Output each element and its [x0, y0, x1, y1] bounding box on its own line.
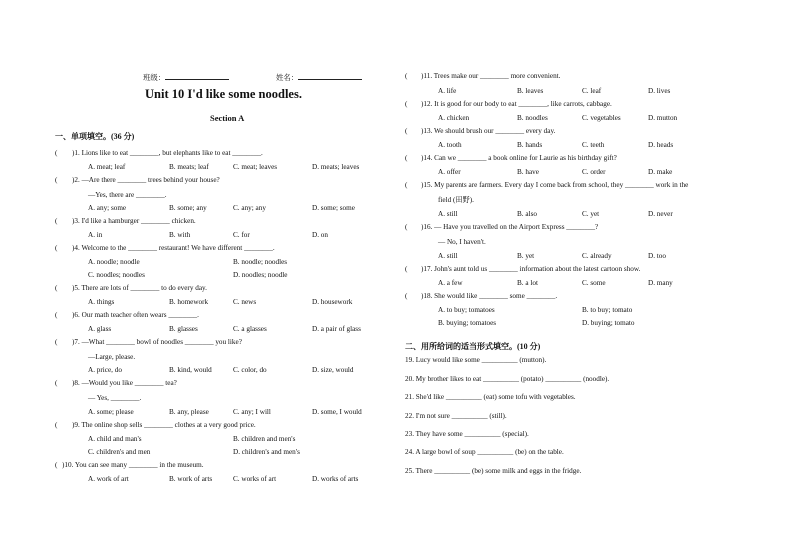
answer-option: D. many: [648, 279, 673, 287]
answer-option: B. noodle; noodles: [233, 258, 288, 266]
answer-option: D. lives: [648, 87, 671, 95]
answer-option: B. buying; tomatoes: [438, 319, 497, 327]
answer-option: D. housework: [312, 298, 353, 306]
answer-option: B. glasses: [169, 325, 198, 333]
answer-option: D. mutton: [648, 114, 678, 122]
question-stem: )11. Trees make our ________ more convenient.: [421, 72, 561, 80]
answer-option: B. a lot: [517, 279, 538, 287]
question-stem: )18. She would like ________ some ________.: [421, 292, 558, 300]
question-stem: )5. There are lots of ________ to do every day.: [72, 284, 207, 292]
answer-option: A. life: [438, 87, 457, 95]
answer-option: A. in: [88, 231, 103, 239]
answer-paren: (: [55, 311, 58, 319]
question-stem: )14. Can we ________ a book online for Laurie as his birthday gift?: [421, 154, 617, 162]
answer-option: A. to buy; tomatoes: [438, 306, 495, 314]
answer-option: C. news: [233, 298, 257, 306]
answer-option: A. price, do: [88, 366, 122, 374]
fill-item: 19. Lucy would like some __________ (mutton).: [405, 356, 547, 364]
answer-option: B. hands: [517, 141, 543, 149]
answer-option: C. vegetables: [582, 114, 621, 122]
answer-option: A. noodle; noodle: [88, 258, 140, 266]
fill-item: 21. She'd like __________ (eat) some tofu with vegetables.: [405, 393, 576, 401]
answer-option: B. work of arts: [169, 475, 213, 483]
question-stem: )3. I'd like a hamburger ________ chicken.: [72, 217, 196, 225]
question-stem: )7. —What ________ bowl of noodles ________ you like?: [72, 338, 242, 346]
answer-option: B. homework: [169, 298, 209, 306]
fill-item: 23. They have some __________ (special).: [405, 430, 529, 438]
section-2-heading: 二、用所给词的适当形式填空。(10 分): [405, 342, 541, 351]
answer-option: B. kind, would: [169, 366, 212, 374]
name-label: 姓名：: [276, 73, 299, 82]
fill-item: 20. My brother likes to eat __________ (potato) __________ (noodle).: [405, 375, 610, 383]
question-stem: )9. The online shop sells ________ clothes at a very good price.: [72, 421, 256, 429]
answer-option: C. any; any: [233, 204, 266, 212]
answer-option: D. on: [312, 231, 328, 239]
answer-option: B. some; any: [169, 204, 207, 212]
class-label: 班级：: [143, 73, 166, 82]
answer-paren: (: [55, 149, 58, 157]
answer-option: B. with: [169, 231, 191, 239]
answer-option: D. heads: [648, 141, 674, 149]
answer-option: C. teeth: [582, 141, 605, 149]
answer-option: C. children's and men: [88, 448, 151, 456]
answer-option: D. some, I would: [312, 408, 362, 416]
answer-paren: (: [55, 379, 58, 387]
answer-paren: (: [405, 100, 408, 108]
answer-option: D. noodles; noodle: [233, 271, 288, 279]
question-stem: )6. Our math teacher often wears ________.: [72, 311, 199, 319]
answer-option: D. children's and men's: [233, 448, 300, 456]
answer-option: D. buying; tomato: [582, 319, 635, 327]
question-stem: )2. —Are there ________ trees behind your house?: [72, 176, 220, 184]
answer-option: C. color, do: [233, 366, 267, 374]
answer-option: D. too: [648, 252, 666, 260]
answer-paren: (: [55, 284, 58, 292]
question-stem: )17. John's aunt told us ________ information about the latest cartoon show.: [421, 265, 641, 273]
answer-option: A. any; some: [88, 204, 127, 212]
class-field: [143, 72, 229, 83]
fill-item: 22. I'm not sure __________ (still).: [405, 412, 507, 420]
answer-paren: (: [55, 176, 58, 184]
answer-option: B. children and men's: [233, 435, 296, 443]
answer-option: B. leaves: [517, 87, 544, 95]
name-field: [276, 72, 362, 83]
answer-option: C. leaf: [582, 87, 602, 95]
answer-option: C. already: [582, 252, 612, 260]
answer-option: C. a glasses: [233, 325, 267, 333]
question-stem: )1. Lions like to eat ________, but elephants like to eat ________.: [72, 149, 263, 157]
answer-option: A. work of art: [88, 475, 129, 483]
answer-option: A. child and man's: [88, 435, 142, 443]
question-stem: )13. We should brush our ________ every day.: [421, 127, 556, 135]
question-reply: field (田野).: [438, 196, 474, 204]
answer-paren: (: [55, 461, 58, 469]
answer-option: A. chicken: [438, 114, 470, 122]
answer-option: A. still: [438, 252, 458, 260]
answer-paren: (: [405, 72, 408, 80]
answer-option: D. never: [648, 210, 673, 218]
answer-option: B. to buy; tomato: [582, 306, 633, 314]
answer-paren: (: [405, 181, 408, 189]
question-stem: )10. You can see many ________ in the museum.: [62, 461, 204, 469]
answer-paren: (: [55, 244, 58, 252]
class-blank: [165, 72, 229, 80]
answer-option: B. yet: [517, 252, 535, 260]
answer-paren: (: [405, 127, 408, 135]
answer-option: B. have: [517, 168, 539, 176]
fill-item: 25. There __________ (be) some milk and eggs in the fridge.: [405, 467, 582, 475]
answer-paren: (: [405, 265, 408, 273]
answer-option: A. things: [88, 298, 115, 306]
answer-option: A. some; please: [88, 408, 134, 416]
question-reply: — No, I haven't.: [438, 238, 486, 246]
answer-option: D. a pair of glass: [312, 325, 361, 333]
answer-paren: (: [55, 217, 58, 225]
answer-option: A. meat; leaf: [88, 163, 126, 171]
answer-option: C. works of art: [233, 475, 277, 483]
answer-option: B. noodles: [517, 114, 548, 122]
answer-option: D. works of arts: [312, 475, 359, 483]
section-1-heading: 一、单项填空。(36 分): [55, 132, 135, 141]
question-stem: )12. It is good for our body to eat ________, like carrots, cabbage.: [421, 100, 612, 108]
answer-option: C. noodles; noodles: [88, 271, 145, 279]
page-subtitle: Section A: [210, 113, 245, 123]
name-blank: [298, 72, 362, 80]
answer-option: A. tooth: [438, 141, 462, 149]
answer-option: C. any; I will: [233, 408, 271, 416]
fill-item: 24. A large bowl of soup __________ (be) on the table.: [405, 448, 564, 456]
question-stem: )8. —Would you like ________ tea?: [72, 379, 177, 387]
answer-paren: (: [55, 338, 58, 346]
answer-option: B. meats; leaf: [169, 163, 209, 171]
question-stem: )15. My parents are farmers. Every day I come back from school, they ________ work in the: [421, 181, 689, 189]
answer-paren: (: [405, 223, 408, 231]
answer-option: B. also: [517, 210, 537, 218]
answer-option: B. any, please: [169, 408, 209, 416]
question-reply: —Yes, there are ________.: [88, 191, 167, 199]
answer-option: A. glass: [88, 325, 112, 333]
answer-option: A. offer: [438, 168, 461, 176]
answer-option: C. yet: [582, 210, 600, 218]
answer-option: D. make: [648, 168, 673, 176]
answer-option: C. order: [582, 168, 606, 176]
page-title: Unit 10 I'd like some noodles.: [145, 87, 302, 101]
answer-option: A. still: [438, 210, 458, 218]
question-stem: )16. — Have you travelled on the Airport Express ________?: [421, 223, 599, 231]
answer-option: D. size, would: [312, 366, 354, 374]
answer-option: C. some: [582, 279, 606, 287]
question-stem: )4. Welcome to the ________ restaurant! We have different ________.: [72, 244, 275, 252]
question-reply: —Large, please.: [88, 353, 136, 361]
answer-option: D. meats; leaves: [312, 163, 360, 171]
question-reply: — Yes, ________.: [88, 394, 142, 402]
answer-option: C. for: [233, 231, 250, 239]
answer-option: A. a few: [438, 279, 463, 287]
answer-paren: (: [405, 292, 408, 300]
answer-paren: (: [55, 421, 58, 429]
answer-option: C. meat; leaves: [233, 163, 278, 171]
answer-option: D. some; some: [312, 204, 355, 212]
answer-paren: (: [405, 154, 408, 162]
